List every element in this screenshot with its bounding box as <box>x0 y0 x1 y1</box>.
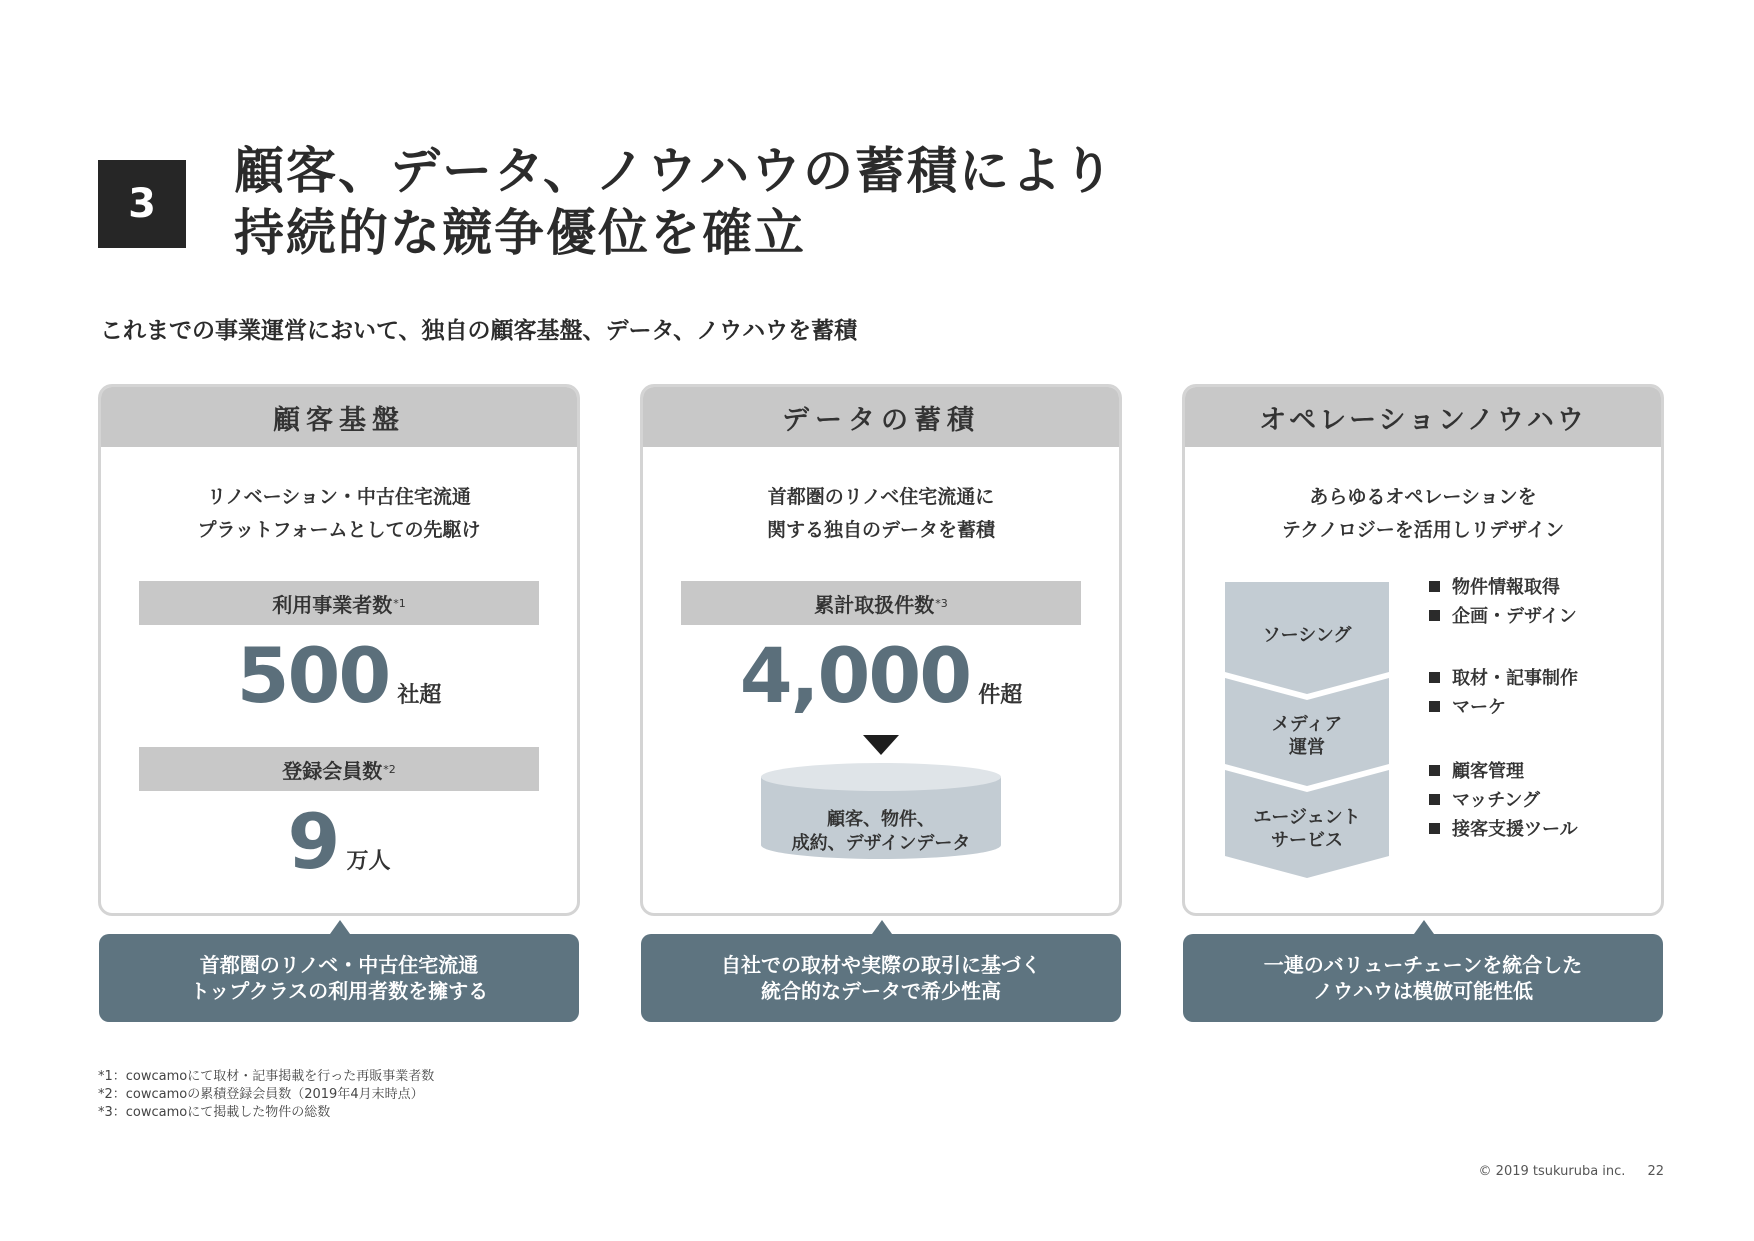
bullet-item <box>1429 573 1577 602</box>
copyright-text: © 2019 tsukuruba inc. <box>1478 1164 1626 1179</box>
banner-data-accumulation <box>641 934 1121 1022</box>
bullet-text: 企画・デザイン <box>1452 606 1577 627</box>
metric-label-deals <box>681 581 1081 625</box>
page-number: 22 <box>1647 1164 1664 1179</box>
value-chain-chevrons <box>1225 582 1395 884</box>
down-triangle-icon <box>863 735 899 755</box>
database-graphic <box>643 727 1119 867</box>
metric-number: 4,000 <box>739 631 971 720</box>
metric-label-members <box>139 747 539 791</box>
card-data-accumulation <box>640 384 1122 916</box>
step-label: サービス <box>1271 830 1343 851</box>
banner-line2: 統合的なデータで希少性高 <box>761 979 1001 1003</box>
square-bullet-icon <box>1429 765 1440 776</box>
banner-line1: 一連のバリューチェーンを統合した <box>1263 953 1583 977</box>
banner-pointer-arrow <box>330 920 350 934</box>
section-number-badge: 3 <box>98 160 186 248</box>
page-title-line2: 持続的な競争優位を確立 <box>234 204 806 262</box>
bullet-item <box>1429 664 1578 693</box>
card-description <box>1185 481 1661 547</box>
card-description-line2: テクノロジーを活用しリデザイン <box>1281 519 1565 541</box>
bullet-item <box>1429 693 1578 722</box>
bullet-text: 顧客管理 <box>1452 761 1524 782</box>
bullet-text: マーケ <box>1452 697 1506 718</box>
square-bullet-icon <box>1429 701 1440 712</box>
footer <box>1479 1164 1664 1179</box>
square-bullet-icon <box>1429 581 1440 592</box>
banner-pointer-arrow <box>872 920 892 934</box>
banner-operation-knowhow <box>1183 934 1663 1022</box>
bullet-text: 接客支援ツール <box>1452 819 1578 840</box>
banner-pointer-arrow <box>1414 920 1434 934</box>
metric-unit: 件超 <box>978 683 1023 708</box>
step-label: エージェント <box>1253 807 1361 828</box>
card-description-line2: 関する独自のデータを蓄積 <box>766 519 995 541</box>
bullet-item <box>1429 815 1578 844</box>
square-bullet-icon <box>1429 610 1440 621</box>
square-bullet-icon <box>1429 823 1440 834</box>
bullet-item <box>1429 602 1577 631</box>
footnotes <box>98 1068 434 1122</box>
footnote-2: *2：cowcamoの累積登録会員数（2019年4月末時点） <box>98 1087 424 1102</box>
card-description <box>101 481 577 547</box>
page-title <box>234 140 1115 264</box>
banner-line2: トップクラスの利用者数を擁する <box>189 979 489 1003</box>
banner-line2: ノウハウは模倣可能性低 <box>1313 979 1533 1003</box>
card-description-line1: あらゆるオペレーションを <box>1309 486 1537 508</box>
banner-line1: 自社での取材や実際の取引に基づく <box>721 953 1041 977</box>
metric-value-users <box>101 631 577 720</box>
bullet-item <box>1429 786 1578 815</box>
footnote-ref: *1 <box>393 596 406 610</box>
metric-label-users <box>139 581 539 625</box>
page-subtitle: これまでの事業運営において、独自の顧客基盤、データ、ノウハウを蓄積 <box>100 318 858 344</box>
square-bullet-icon <box>1429 794 1440 805</box>
metric-unit: 社超 <box>397 683 442 708</box>
card-customer-base <box>98 384 580 916</box>
card-description <box>643 481 1119 547</box>
step-label: メディア <box>1271 714 1343 735</box>
card-description-line1: リノベーション・中古住宅流通 <box>207 486 471 508</box>
metric-value-deals <box>643 631 1119 720</box>
metric-number: 9 <box>287 797 339 886</box>
bullet-text: 取材・記事制作 <box>1452 668 1578 689</box>
footnote-ref: *3 <box>935 596 948 610</box>
metric-value-members <box>101 797 577 886</box>
metric-label-text: 利用事業者数 <box>272 592 393 617</box>
card-heading: データの蓄積 <box>643 387 1119 447</box>
metric-unit: 万人 <box>346 849 391 874</box>
metric-label-text: 累計取扱件数 <box>814 592 935 617</box>
card-description-line1: 首都圏のリノベ住宅流通に <box>767 486 995 508</box>
bullet-group-sourcing <box>1429 573 1577 631</box>
banner-line1: 首都圏のリノベ・中古住宅流通 <box>199 953 479 977</box>
bullet-text: 物件情報取得 <box>1452 577 1560 598</box>
footnote-3: *3：cowcamoにて掲載した物件の総数 <box>98 1105 331 1120</box>
footnote-1: *1：cowcamoにて取材・記事掲載を行った再販事業者数 <box>98 1069 435 1084</box>
metric-number: 500 <box>236 631 390 720</box>
banner-customer-base <box>99 934 579 1022</box>
metric-label-text: 登録会員数 <box>282 758 383 783</box>
database-label-line2: 成約、デザインデータ <box>791 833 971 854</box>
square-bullet-icon <box>1429 672 1440 683</box>
card-operation-knowhow <box>1182 384 1664 916</box>
bullet-group-media <box>1429 664 1578 722</box>
step-label: 運営 <box>1289 737 1325 758</box>
page-title-line1: 顧客、データ、ノウハウの蓄積により <box>234 142 1115 200</box>
card-heading: 顧客基盤 <box>101 387 577 447</box>
bullet-item <box>1429 757 1578 786</box>
card-description-line2: プラットフォームとしての先駆け <box>197 519 481 541</box>
step-label: ソーシング <box>1262 625 1352 646</box>
bullet-group-agent <box>1429 757 1578 844</box>
database-cylinder-top <box>761 763 1001 791</box>
card-heading: オペレーションノウハウ <box>1185 387 1661 447</box>
bullet-text: マッチング <box>1452 790 1541 811</box>
footnote-ref: *2 <box>383 762 396 776</box>
database-label-line1: 顧客、物件、 <box>827 809 935 830</box>
